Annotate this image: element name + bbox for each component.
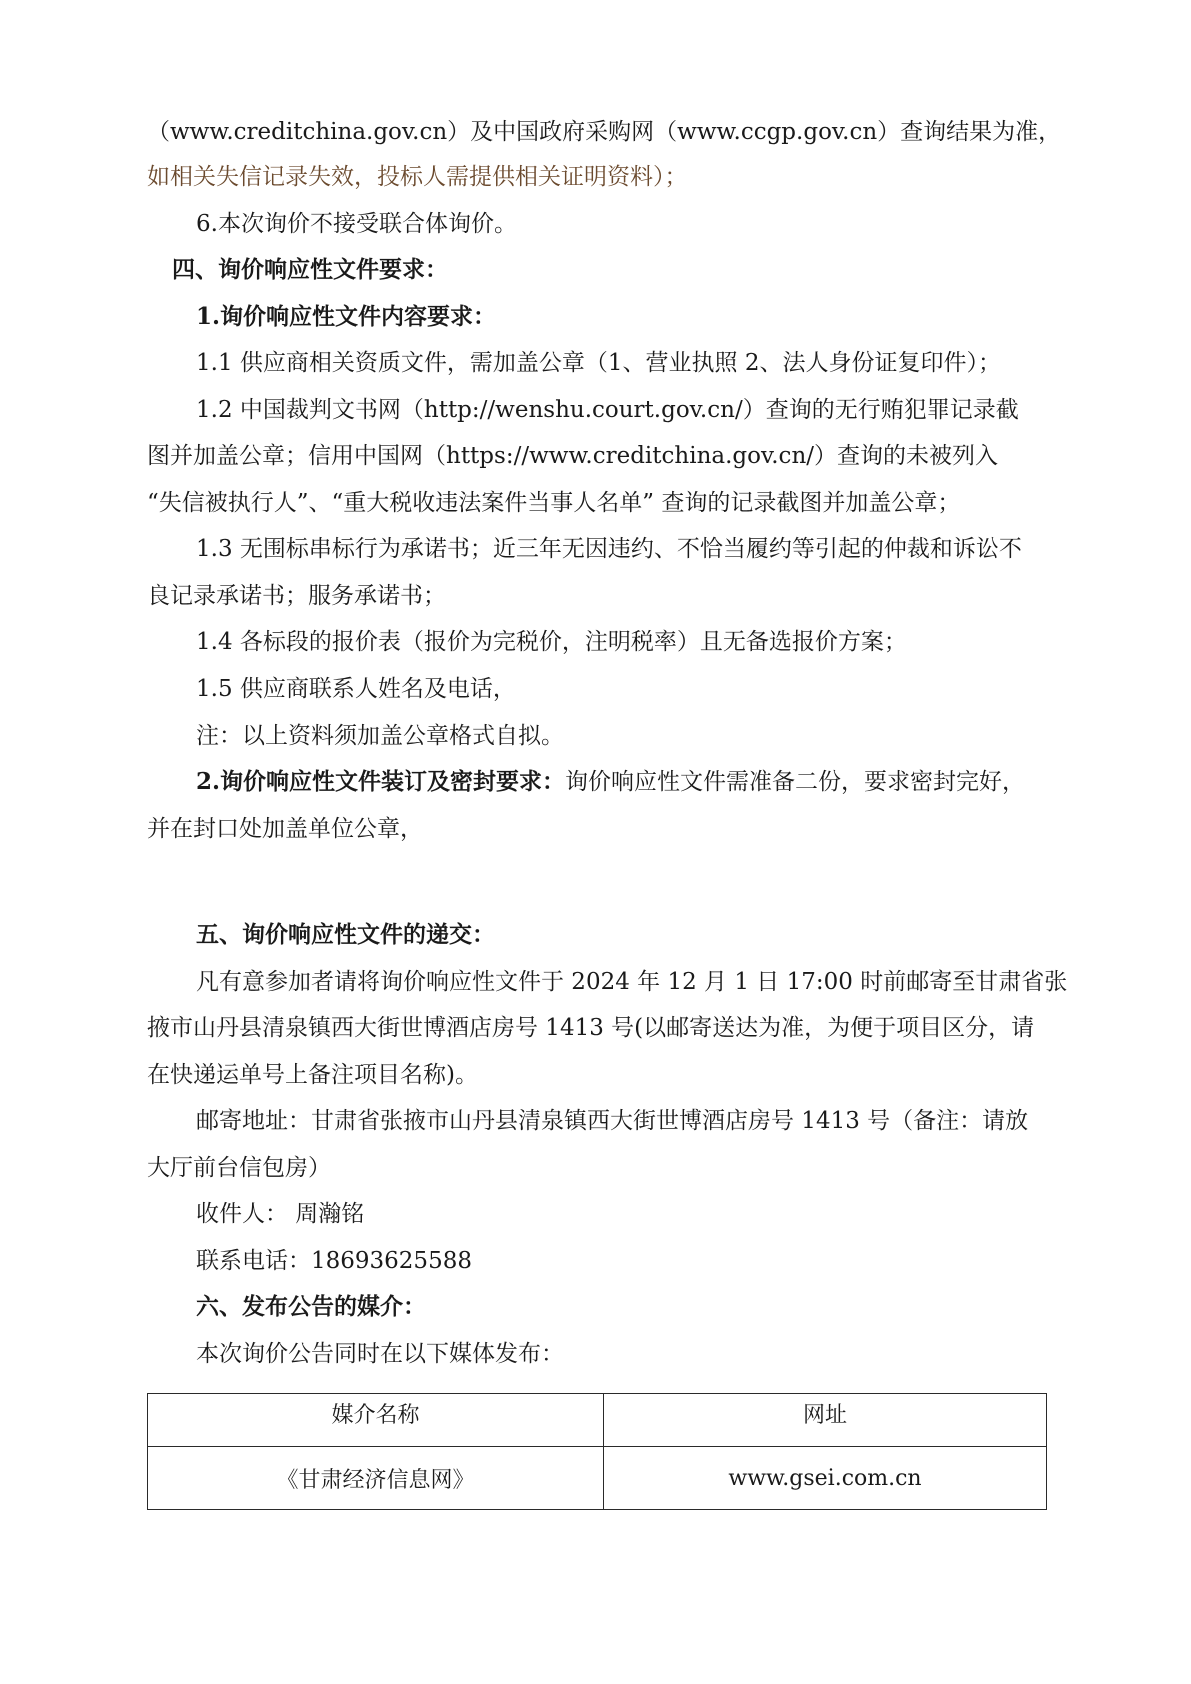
subsection-2-line: 并在封口处加盖单位公章， (147, 816, 423, 842)
media-table (147, 1393, 1047, 1510)
section-5-paragraph-line: 掖市山丹县清泉镇西大街世博酒店房号 1413 号(以邮寄送达为准，为便于项目区分，请 (147, 1015, 1035, 1041)
paragraph-line: （www.creditchina.gov.cn）及中国政府采购网（www.ccgp.gov.cn）查询结果为准， (147, 119, 1062, 145)
section-6-heading: 六、发布公告的媒介： (196, 1293, 426, 1320)
mailing-address-line: 大厅前台信包房） (147, 1155, 331, 1181)
subsection-2 (196, 767, 1025, 797)
subsection-2-heading: 2.询价响应性文件装订及密封要求： (196, 768, 566, 795)
section-5-paragraph-line: 在快递运单号上备注项目名称)。 (147, 1062, 478, 1088)
contact-phone: 联系电话：18693625588 (196, 1248, 472, 1274)
section-5-paragraph-line: 凡有意参加者请将询价响应性文件于 2024 年 12 月 1 日 17:00 时前邮寄至甘肃省张 (196, 969, 1068, 995)
item-1-2-line: 1.2 中国裁判文书网（http://wenshu.court.gov.cn/）查询的无行贿犯罪记录截 (196, 397, 1019, 423)
table-cell-media-name: 《甘肃经济信息网》 (148, 1447, 604, 1510)
table-header-row (148, 1394, 1047, 1447)
table-row (148, 1447, 1047, 1510)
item-1-2-line: “失信被执行人”、“重大税收违法案件当事人名单” 查询的记录截图并加盖公章； (147, 490, 961, 516)
item-1-5: 1.5 供应商联系人姓名及电话， (196, 676, 516, 702)
note: 注：以上资料须加盖公章格式自拟。 (196, 723, 564, 749)
item-1-4: 1.4 各标段的报价表（报价为完税价，注明税率）且无备选报价方案； (196, 629, 907, 655)
item-1-1: 1.1 供应商相关资质文件，需加盖公章（1、营业执照 2、法人身份证复印件）； (196, 350, 1001, 376)
item-1-3-line: 良记录承诺书；服务承诺书； (147, 583, 446, 609)
subsection-1-heading: 1.询价响应性文件内容要求： (196, 303, 497, 330)
item-6: 6.本次询价不接受联合体询价。 (196, 211, 517, 237)
subsection-2-text: 询价响应性文件需准备二份，要求密封完好， (565, 769, 1026, 795)
item-1-2-line: 图并加盖公章；信用中国网（https://www.creditchina.gov.cn/）查询的未被列入 (147, 443, 998, 469)
recipient: 收件人： 周瀚铭 (196, 1201, 365, 1227)
paragraph-line: 如相关失信记录失效，投标人需提供相关证明资料）； (147, 164, 688, 190)
table-header-media-name: 媒介名称 (148, 1394, 604, 1447)
section-5-heading: 五、询价响应性文件的递交： (196, 921, 495, 948)
table-header-url: 网址 (604, 1394, 1047, 1447)
item-1-3-line: 1.3 无围标串标行为承诺书；近三年无因违约、不恰当履约等引起的仲裁和诉讼不 (196, 536, 1022, 562)
mailing-address-line: 邮寄地址：甘肃省张掖市山丹县清泉镇西大街世博酒店房号 1413 号（备注：请放 (196, 1108, 1029, 1134)
section-4-heading: 四、询价响应性文件要求： (172, 256, 448, 283)
table-cell-url: www.gsei.com.cn (604, 1447, 1047, 1510)
section-6-intro: 本次询价公告同时在以下媒体发布： (196, 1341, 564, 1367)
